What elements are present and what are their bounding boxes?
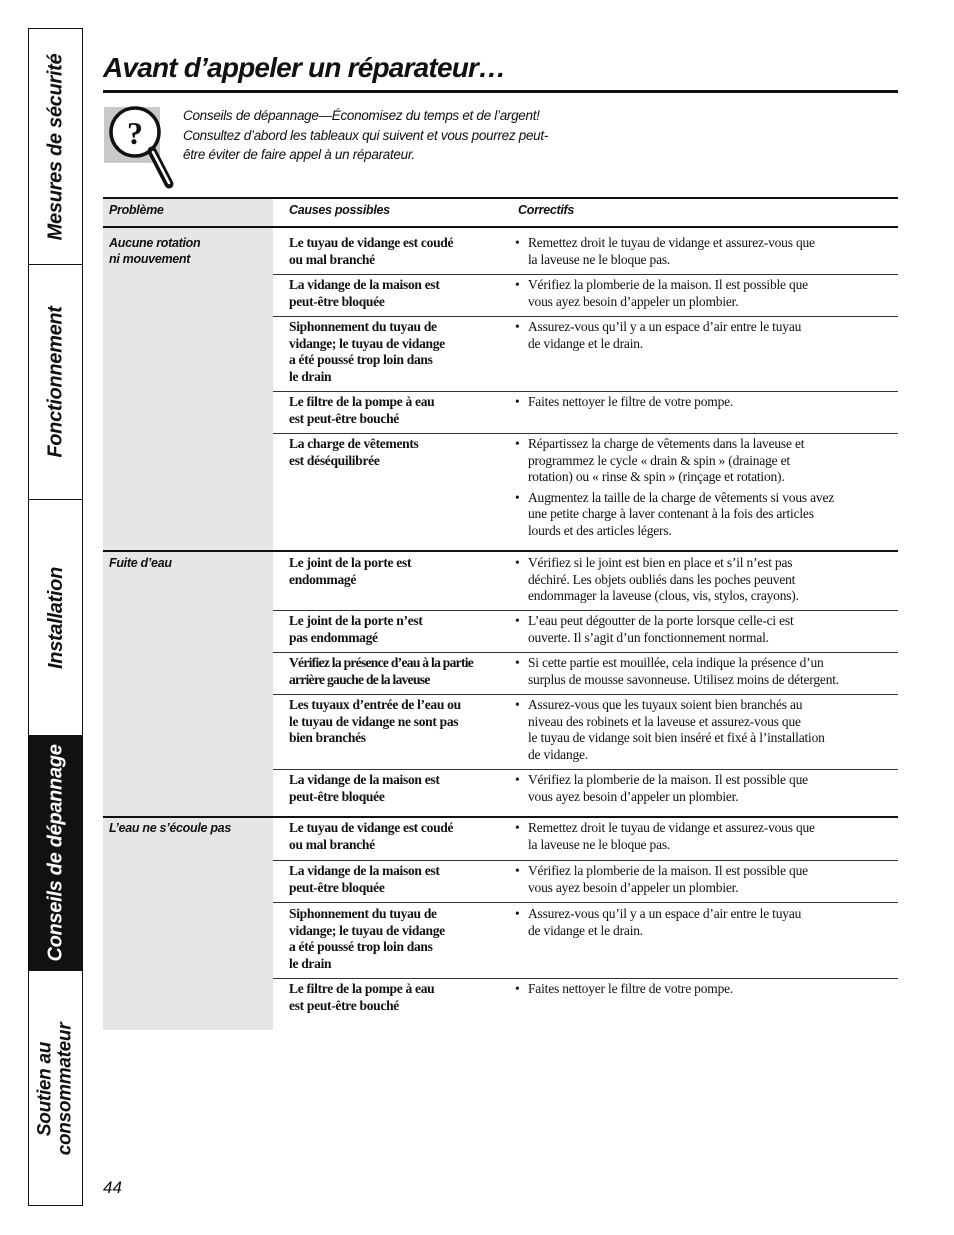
intro-text	[183, 106, 583, 165]
table-top-rule	[103, 197, 898, 199]
header-rule	[103, 226, 898, 228]
tab-soutien-au-consommateur[interactable]	[29, 971, 82, 1207]
tab-label: Mesures de sécurité	[44, 53, 67, 240]
fix-cell	[515, 863, 900, 896]
fix-line: la laveuse ne le bloque pas.	[528, 251, 671, 267]
problem-label	[109, 820, 269, 836]
cause-line: Le filtre de la pompe à eau	[289, 394, 435, 409]
cause-line: bien branchés	[289, 730, 366, 745]
cause-cell	[289, 906, 514, 972]
cause-cell	[289, 655, 514, 688]
fix-bullet: • Faites nettoyer le filtre de votre pompe.	[515, 394, 900, 411]
tab-conseils-de-depannage[interactable]	[29, 736, 82, 971]
row-rule	[273, 391, 898, 392]
fix-cell	[515, 613, 900, 646]
cause-cell	[289, 436, 514, 469]
fix-line: Vérifiez si le joint est bien en place et s’il n’est pas	[528, 555, 793, 570]
fix-bullet: • Si cette partie est mouillée, cela indique la présence d’un surplus de mousse savonneuse. Utilisez moins de détergent.	[515, 655, 900, 688]
cause-line: La vidange de la maison est	[289, 772, 440, 787]
row-rule	[273, 978, 898, 979]
column-header-correctifs: Correctifs	[518, 203, 575, 217]
cause-cell	[289, 772, 514, 805]
row-rule	[273, 652, 898, 653]
fix-line: de vidange et le drain.	[528, 922, 643, 938]
fix-cell	[515, 772, 900, 805]
cause-line: vidange; le tuyau de vidange	[289, 922, 445, 938]
cause-line: le drain	[289, 368, 332, 384]
group-rule	[103, 550, 898, 552]
fix-cell	[515, 981, 900, 998]
cause-line: ou mal branché	[289, 836, 375, 852]
cause-line: endommagé	[289, 571, 357, 587]
cause-line: La charge de vêtements	[289, 436, 419, 451]
cause-cell	[289, 981, 514, 1014]
tab-label-line-1: Soutien au	[34, 1041, 56, 1137]
tab-label-line-2: consommateur	[54, 1022, 76, 1156]
fix-bullet: • Vérifiez la plomberie de la maison. Il est possible que vous ayez besoin d’appeler un plombier.	[515, 863, 900, 896]
fix-bullet: • Augmentez la taille de la charge de vêtements si vous avez une petite charge à laver contenant à la fois des articles lourds et des articles légers.	[515, 490, 900, 540]
fix-line: rotation) ou « rinse & spin » (rinçage et rotation).	[528, 469, 785, 484]
cause-line: peut-être bloquée	[289, 293, 385, 309]
column-header-causes: Causes possibles	[289, 203, 390, 217]
cause-line: peut-être bloquée	[289, 788, 385, 804]
fix-line: Faites nettoyer le filtre de votre pompe.	[528, 394, 734, 409]
intro-line: Conseils de dépannage—Économisez du temps et de l’argent!	[183, 108, 540, 123]
fix-cell	[515, 394, 900, 411]
cause-line: La vidange de la maison est	[289, 277, 440, 292]
fix-line: Assurez-vous qu’il y a un espace d’air entre le tuyau	[528, 319, 802, 334]
row-rule	[273, 610, 898, 611]
fix-line: vous ayez besoin d’appeler un plombier.	[528, 293, 739, 309]
fix-line: Vérifiez la plomberie de la maison. Il est possible que	[528, 277, 808, 292]
fix-cell	[515, 436, 900, 539]
title-rule	[103, 90, 898, 93]
cause-cell	[289, 820, 514, 853]
cause-line: a été poussé trop loin dans	[289, 939, 433, 954]
fix-cell	[515, 820, 900, 853]
cause-line: peut-être bloquée	[289, 879, 385, 895]
cause-line: est peut-être bouché	[289, 410, 399, 426]
tab-label: Installation	[44, 566, 67, 669]
fix-line: vous ayez besoin d’appeler un plombier.	[528, 879, 739, 895]
fix-line: Faites nettoyer le filtre de votre pompe.	[528, 981, 734, 996]
cause-line: Vérifiez la présence d’eau à la partie	[289, 655, 474, 670]
fix-cell	[515, 655, 900, 688]
problem-line: Fuite d’eau	[109, 556, 172, 570]
fix-line: Si cette partie est mouillée, cela indique la présence d’un	[528, 655, 824, 670]
cause-line: le tuyau de vidange ne sont pas	[289, 713, 459, 729]
fix-bullet: • Assurez-vous qu’il y a un espace d’air entre le tuyau de vidange et le drain.	[515, 906, 900, 939]
cause-line: ou mal branché	[289, 251, 375, 267]
cause-line: Le joint de la porte est	[289, 555, 412, 570]
fix-bullet: • Remettez droit le tuyau de vidange et assurez-vous que la laveuse ne le bloque pas.	[515, 235, 900, 268]
fix-cell	[515, 697, 900, 763]
fix-cell	[515, 319, 900, 352]
cause-cell	[289, 613, 514, 646]
cause-line: est déséquilibrée	[289, 452, 380, 468]
cause-line: arrière gauche de la laveuse	[289, 671, 430, 687]
tab-installation[interactable]	[29, 500, 82, 736]
page-title: Avant d’appeler un réparateur…	[103, 52, 506, 83]
tab-fonctionnement[interactable]	[29, 265, 82, 500]
fix-line: ouverte. Il s’agit d’un fonctionnement normal.	[528, 629, 769, 645]
cause-line: Le filtre de la pompe à eau	[289, 981, 435, 996]
row-rule	[273, 694, 898, 695]
tab-mesures-de-securite[interactable]	[29, 29, 82, 265]
cause-line: a été poussé trop loin dans	[289, 352, 433, 367]
fix-bullet: • L’eau peut dégoutter de la porte lorsque celle-ci est ouverte. Il s’agit d’un fonctionnement normal.	[515, 613, 900, 646]
tab-label: Conseils de dépannage	[44, 744, 67, 962]
problem-label	[109, 235, 269, 267]
fix-bullet: • Vérifiez si le joint est bien en place et s’il n’est pas déchiré. Les objets oubliés dans les poches peuvent endommager la laveuse (clous, vis, stylos, crayons).	[515, 555, 900, 605]
fix-line: vous ayez besoin d’appeler un plombier.	[528, 788, 739, 804]
group-rule	[103, 816, 898, 818]
cause-line: vidange; le tuyau de vidange	[289, 335, 445, 351]
cause-line: Siphonnement du tuyau de	[289, 906, 437, 921]
fix-line: Remettez droit le tuyau de vidange et assurez-vous que	[528, 820, 815, 835]
intro-line: être éviter de faire appel à un réparateur.	[183, 147, 415, 162]
problem-line: Aucune rotation	[109, 236, 201, 250]
fix-line: L’eau peut dégoutter de la porte lorsque celle-ci est	[528, 613, 794, 628]
fix-cell	[515, 235, 900, 268]
fix-line: Assurez-vous que les tuyaux soient bien branchés au	[528, 697, 803, 712]
fix-line: de vidange.	[528, 746, 589, 762]
cause-line: La vidange de la maison est	[289, 863, 440, 878]
fix-line: Remettez droit le tuyau de vidange et assurez-vous que	[528, 235, 815, 250]
sidebar-tabs	[28, 28, 83, 1206]
fix-line: la laveuse ne le bloque pas.	[528, 836, 671, 852]
fix-bullet: • Faites nettoyer le filtre de votre pompe.	[515, 981, 900, 998]
fix-line: surplus de mousse savonneuse. Utilisez moins de détergent.	[528, 671, 839, 687]
row-rule	[273, 274, 898, 275]
fix-bullet: • Assurez-vous que les tuyaux soient bien branchés au niveau des robinets et la laveuse et assurez-vous que le tuyau de vidange soit bien inséré et fixé à l’installation de vidange.	[515, 697, 900, 763]
row-rule	[273, 860, 898, 861]
cause-line: Le tuyau de vidange est coudé	[289, 235, 454, 250]
fix-line: endommager la laveuse (clous, vis, stylos, crayons).	[528, 588, 799, 603]
cause-cell	[289, 863, 514, 896]
fix-line: Vérifiez la plomberie de la maison. Il est possible que	[528, 863, 808, 878]
cause-line: pas endommagé	[289, 629, 378, 645]
cause-cell	[289, 555, 514, 588]
cause-line: le drain	[289, 955, 332, 971]
row-rule	[273, 433, 898, 434]
cause-cell	[289, 277, 514, 310]
fix-cell	[515, 277, 900, 310]
fix-line: programmez le cycle « drain & spin » (drainage et	[528, 452, 790, 468]
fix-line: Vérifiez la plomberie de la maison. Il est possible que	[528, 772, 808, 787]
cause-line: Les tuyaux d’entrée de l’eau ou	[289, 697, 461, 712]
page-number: 44	[103, 1178, 122, 1197]
fix-line: Augmentez la taille de la charge de vêtements si vous avez	[528, 489, 835, 505]
row-rule	[273, 769, 898, 770]
fix-cell	[515, 555, 900, 605]
cause-line: Le joint de la porte n’est	[289, 613, 423, 628]
fix-cell	[515, 906, 900, 939]
problem-line: ni mouvement	[109, 252, 191, 266]
problem-column-background	[103, 198, 273, 1030]
intro-line: Consultez d’abord les tableaux qui suivent et vous pourrez peut-	[183, 127, 549, 143]
fix-bullet: • Vérifiez la plomberie de la maison. Il est possible que vous ayez besoin d’appeler un plombier.	[515, 277, 900, 310]
fix-bullet: • Répartissez la charge de vêtements dans la laveuse et programmez le cycle « drain & spin » (drainage et rotation) ou « rinse & spin » (rinçage et rotation).	[515, 436, 900, 486]
row-rule	[273, 316, 898, 317]
cause-cell	[289, 697, 514, 747]
fix-line: Assurez-vous qu’il y a un espace d’air entre le tuyau	[528, 906, 802, 921]
cause-line: est peut-être bouché	[289, 997, 399, 1013]
svg-text:?: ?	[127, 115, 143, 151]
problem-line: L’eau ne s’écoule pas	[109, 821, 231, 835]
cause-cell	[289, 394, 514, 427]
question-magnifier-icon	[103, 104, 183, 192]
fix-bullet: • Assurez-vous qu’il y a un espace d’air entre le tuyau de vidange et le drain.	[515, 319, 900, 352]
column-header-probleme: Problème	[109, 203, 164, 217]
fix-bullet: • Vérifiez la plomberie de la maison. Il est possible que vous ayez besoin d’appeler un plombier.	[515, 772, 900, 805]
tab-label: Fonctionnement	[44, 306, 67, 458]
fix-line: lourds et des articles légers.	[528, 522, 672, 538]
cause-line: Le tuyau de vidange est coudé	[289, 820, 454, 835]
cause-cell	[289, 319, 514, 385]
fix-line: le tuyau de vidange soit bien inséré et fixé à l’installation	[528, 730, 825, 745]
problem-label	[109, 555, 269, 571]
fix-bullet: • Remettez droit le tuyau de vidange et assurez-vous que la laveuse ne le bloque pas.	[515, 820, 900, 853]
row-rule	[273, 902, 898, 903]
tab-label	[36, 1023, 76, 1156]
fix-line: une petite charge à laver contenant à la fois des articles	[528, 506, 814, 521]
fix-line: déchiré. Les objets oubliés dans les poches peuvent	[528, 571, 796, 587]
fix-line: Répartissez la charge de vêtements dans la laveuse et	[528, 436, 805, 451]
fix-line: de vidange et le drain.	[528, 335, 643, 351]
cause-line: Siphonnement du tuyau de	[289, 319, 437, 334]
fix-line: niveau des robinets et la laveuse et assurez-vous que	[528, 713, 801, 729]
cause-cell	[289, 235, 514, 268]
